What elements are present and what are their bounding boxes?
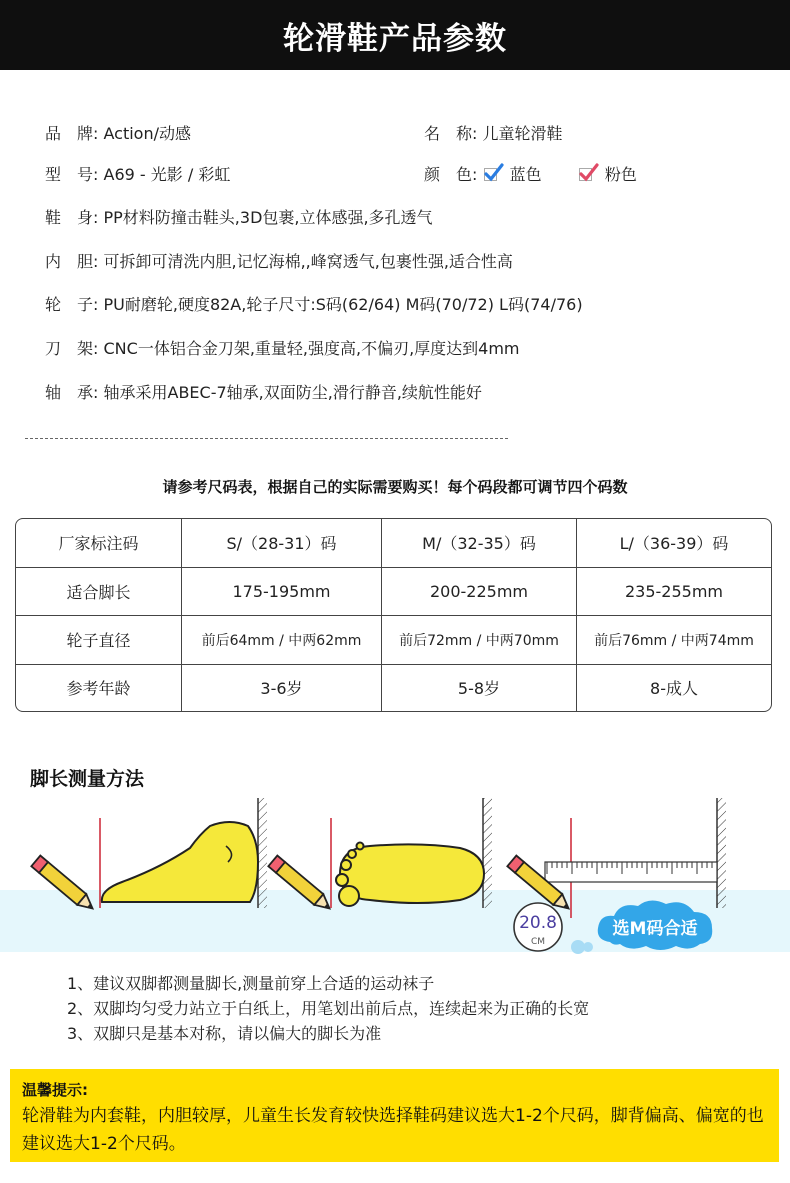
- spec-label: 品 牌:: [45, 124, 99, 143]
- table-header-cell: 厂家标注码: [16, 519, 182, 568]
- wall-icon: [717, 798, 726, 908]
- color-blue-checkbox[interactable]: [483, 165, 503, 182]
- spec-liner: [45, 249, 513, 272]
- tips-title: 温馨提示:: [22, 1081, 88, 1099]
- side-foot-icon: [102, 822, 258, 902]
- spec-value: CNC一体铝合金刀架,重量轻,强度高,不偏刃,厚度达到4mm: [103, 339, 520, 358]
- spec-color: [424, 162, 637, 185]
- table-row: [16, 616, 771, 665]
- spec-label: 颜 色:: [424, 165, 478, 184]
- spec-wheel: [45, 292, 583, 315]
- spec-label: 刀 架:: [45, 339, 99, 358]
- table-cell: 200-225mm: [382, 568, 577, 617]
- spec-value: A69 - 光影 / 彩虹: [103, 165, 231, 184]
- table-header-cell: M/（32-35）码: [382, 519, 577, 568]
- spec-label: 内 胆:: [45, 252, 99, 271]
- pencil-icon: [31, 856, 97, 914]
- table-row-label: 参考年龄: [16, 665, 182, 712]
- table-row-label: 适合脚长: [16, 568, 182, 617]
- color-option-blue: 蓝色: [509, 165, 542, 184]
- wall-icon: [483, 798, 492, 908]
- spec-value: Action/动感: [103, 124, 192, 143]
- table-cell: 175-195mm: [182, 568, 382, 617]
- spec-value: PU耐磨轮,硬度82A,轮子尺寸:S码(62/64) M码(70/72) L码(74/76): [103, 295, 583, 314]
- spec-bearing: [45, 380, 482, 403]
- table-cell: 235-255mm: [577, 568, 771, 617]
- page-title: 轮滑鞋产品参数: [283, 20, 507, 57]
- spec-name: [424, 121, 563, 144]
- color-option-pink: 粉色: [604, 165, 637, 184]
- top-foot-panel: [268, 798, 492, 914]
- table-header-cell: L/（36-39）码: [577, 519, 771, 568]
- table-row-label: 轮子直径: [16, 616, 182, 665]
- table-cell: 8-成人: [650, 679, 698, 699]
- table-cell: 前后76mm / 中两74mm: [577, 616, 771, 665]
- spec-value: 可拆卸可清洗内胆,记忆海棉,,峰窝透气,包裹性强,适合性高: [103, 252, 513, 271]
- spec-label: 名 称:: [424, 124, 478, 143]
- measure-title: 脚长测量方法: [30, 768, 145, 790]
- size-notice: 请参考尺码表，根据自己的实际需要购买！每个码段都可调节四个码数: [162, 478, 628, 496]
- spec-label: 鞋 身:: [45, 208, 99, 227]
- color-pink-checkbox[interactable]: [578, 165, 598, 182]
- table-header-cell: S/（28-31）码: [182, 519, 382, 568]
- table-row: [16, 665, 771, 712]
- top-foot-icon: [340, 844, 484, 903]
- check-blue-icon: [483, 162, 505, 184]
- side-foot-panel: [31, 798, 267, 914]
- measure-step: 3、双脚只是基本对称，请以偏大的脚长为准: [67, 1024, 382, 1043]
- ruler-icon: [545, 862, 717, 882]
- size-chart-table: [15, 518, 772, 712]
- table-header-row: [16, 519, 771, 568]
- dashed-divider: [25, 438, 508, 439]
- tips-body: 轮滑鞋为内套鞋，内胆较厚，儿童生长发育较快选择鞋码建议选大1-2个尺码，脚背偏高、偏宽的也建议选大1-2个尺码。: [22, 1106, 764, 1154]
- spec-frame: [45, 336, 520, 359]
- measured-unit: CM: [530, 937, 546, 947]
- wall-icon: [258, 798, 267, 908]
- table-cell: 3-6岁: [182, 665, 382, 712]
- table-cell: 前后64mm / 中两62mm: [182, 616, 382, 665]
- spec-value: 轴承采用ABEC-7轴承,双面防尘,滑行静音,续航性能好: [103, 383, 482, 402]
- pencil-icon: [268, 856, 334, 914]
- measure-step: 2、双脚均匀受力站立于白纸上，用笔划出前后点，连续起来为正确的长宽: [67, 999, 590, 1018]
- page-header: [0, 0, 790, 70]
- table-cell: 前后72mm / 中两70mm: [382, 616, 577, 665]
- spec-label: 轴 承:: [45, 383, 99, 402]
- table-row: [16, 568, 771, 617]
- spec-label: 型 号:: [45, 165, 99, 184]
- spec-model: [45, 162, 230, 185]
- measured-length: 20.8: [519, 913, 557, 933]
- spec-label: 轮 子:: [45, 295, 99, 314]
- size-recommendation: 选M码合适: [612, 919, 698, 939]
- check-pink-icon: [578, 162, 600, 184]
- measure-step: 1、建议双脚都测量脚长,测量前穿上合适的运动袜子: [67, 974, 435, 993]
- spec-value: PP材料防撞击鞋头,3D包裹,立体感强,多孔透气: [103, 208, 433, 227]
- table-cell: 5-8岁: [382, 665, 577, 712]
- tips-box: [10, 1069, 779, 1162]
- spec-value: 儿童轮滑鞋: [482, 124, 563, 143]
- spec-brand: [45, 121, 191, 144]
- spec-body: [45, 205, 433, 228]
